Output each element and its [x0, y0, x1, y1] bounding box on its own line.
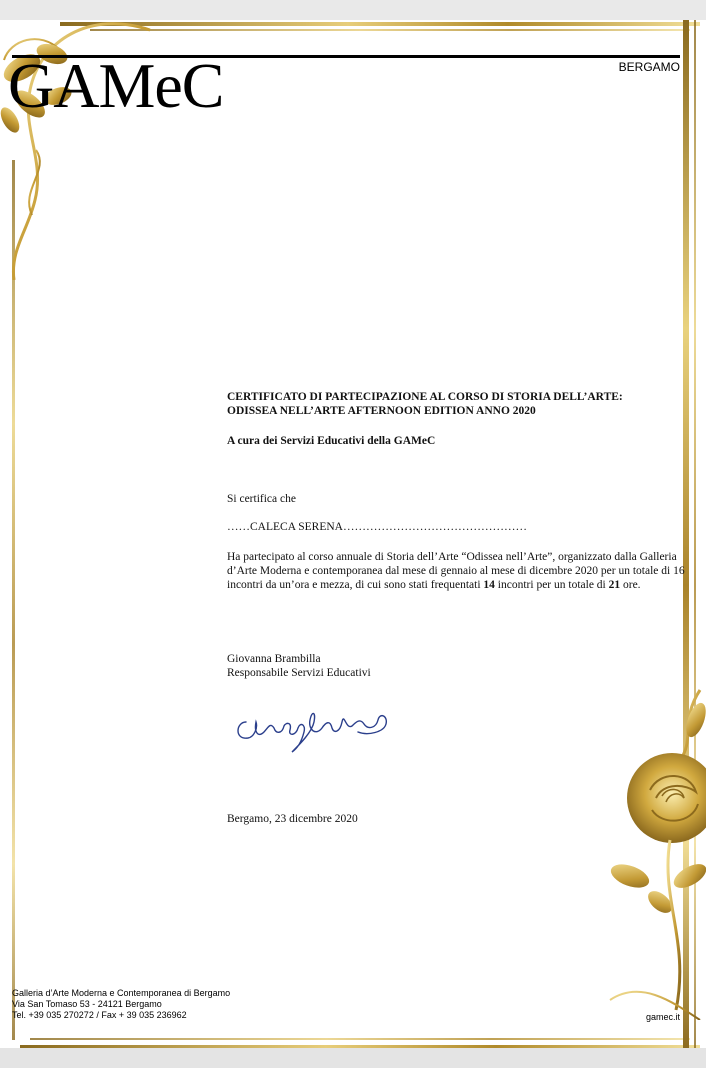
title-line-1: CERTIFICATO DI PARTECIPAZIONE AL CORSO DI STORIA DELL’ARTE: [227, 391, 623, 403]
signatory-name: Giovanna Brambilla [227, 653, 321, 665]
footer-phone: Tel. +39 035 270272 / Fax + 39 035 236962 [12, 1010, 187, 1020]
footer-address [12, 988, 230, 1021]
gold-border-top-inner [90, 29, 690, 31]
handwritten-signature [228, 692, 408, 762]
gold-border-left [12, 160, 15, 1040]
title-line-2: ODISSEA NELL’ARTE AFTERNOON EDITION ANNO 2020 [227, 405, 536, 417]
certificate-title [227, 390, 697, 418]
name-dots-prefix: …… [227, 521, 250, 533]
signatory-role: Responsabile Servizi Educativi [227, 667, 371, 679]
participant-name-line [227, 520, 697, 534]
footer-street: Via San Tomaso 53 - 24121 Bergamo [12, 999, 162, 1009]
header-city: BERGAMO [618, 60, 680, 74]
certificate-page [0, 20, 706, 1048]
certificate-subtitle: A cura dei Servizi Educativi della GAMeC [227, 435, 436, 447]
gold-rose-decoration [600, 680, 706, 1020]
attended-count: 14 [483, 579, 495, 591]
gold-border-bottom-inner [30, 1038, 690, 1040]
participant-name: CALECA SERENA [250, 521, 343, 533]
footer-institution: Galleria d’Arte Moderna e Contemporanea di Bergamo [12, 988, 231, 998]
total-hours: 21 [608, 579, 621, 591]
certify-text: Si certifica che [227, 493, 296, 505]
viewer-bottom-strip [0, 1048, 706, 1068]
gamec-logo: GAMeC [8, 50, 224, 121]
body-text-part-3: ore. [620, 579, 641, 591]
body-text-part-1: Ha partecipato al corso annuale di Storia dell’Arte “Odissea nell’Arte”, organizzato dalla Galleria d’Arte Moderna e contemporanea dal mese di gennaio al mese di dicembre 2020 per un totale di 16 incontri da un’ora e mezza, di cui sono stati frequentati [227, 551, 685, 591]
footer-website: gamec.it [645, 1012, 680, 1022]
certificate-date: Bergamo, 23 dicembre 2020 [227, 813, 358, 825]
name-dots-suffix: ………………………………………… [342, 521, 527, 533]
certificate-body [227, 550, 705, 592]
body-text-part-2: incontri per un totale di [494, 579, 609, 591]
